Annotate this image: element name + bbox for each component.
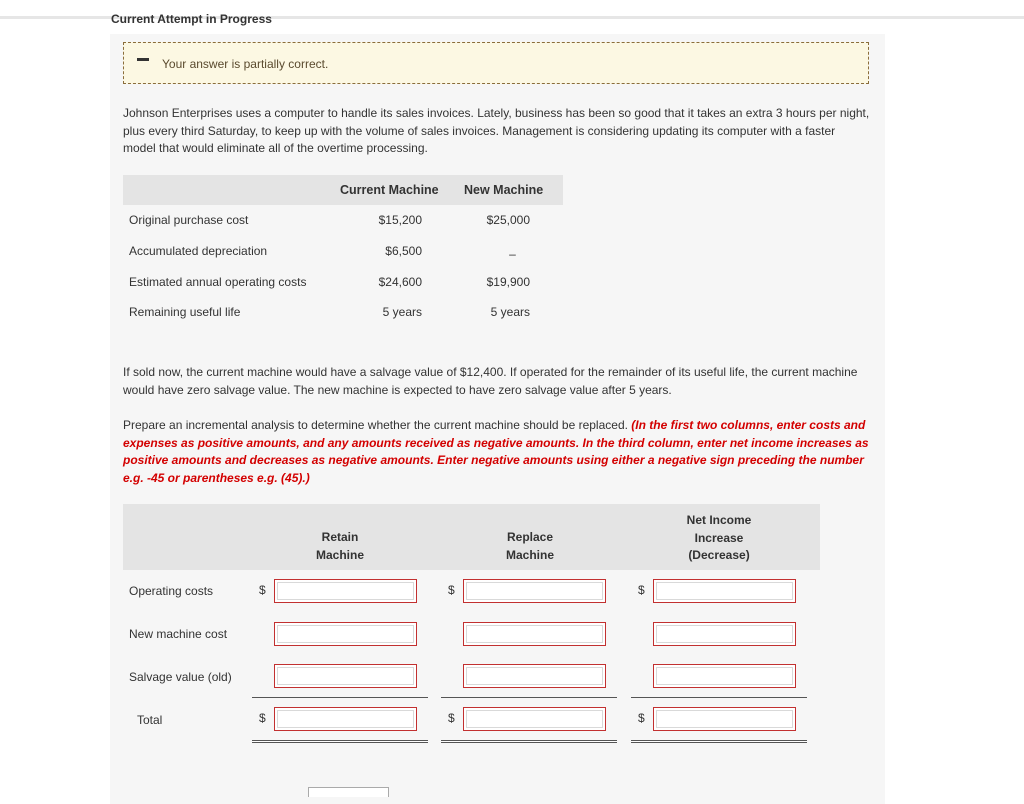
col-net-income	[659, 512, 779, 565]
currency-symbol: $	[448, 711, 455, 725]
row-label-new-machine-cost: New machine cost	[129, 627, 228, 641]
new-useful-life: 5 years	[490, 305, 530, 319]
salvage-value-net-input[interactable]	[653, 664, 796, 688]
row-label-salvage-value: Salvage value (old)	[129, 670, 232, 684]
current-useful-life: 5 years	[382, 305, 422, 319]
entry-instructions: (In the first two columns, enter costs and expenses as positive amounts, and any amounts received as negative amounts. In the third column, enter net income increases as positive amounts and decreases as negative amounts. Enter negative amounts using either a negative sign preceding the number e.g. -45 or parentheses e.g. (45).)	[123, 418, 869, 485]
row-label-total: Total	[137, 713, 163, 727]
col-net-line3: (Decrease)	[688, 548, 750, 562]
operating-costs-retain-input[interactable]	[274, 579, 417, 603]
row-label-accumulated-depreciation: Accumulated depreciation	[129, 244, 268, 258]
subtotal-rule-replace	[441, 697, 617, 698]
col-replace-machine	[470, 529, 590, 564]
col-replace-line2: Machine	[505, 547, 554, 562]
new-purchase-cost: $25,000	[486, 213, 530, 227]
partial-correct-icon	[137, 58, 149, 61]
total-double-rule-net	[631, 740, 807, 743]
new-machine-cost-replace-input[interactable]	[463, 622, 606, 646]
total-net-input[interactable]	[653, 707, 796, 731]
new-machine-cost-retain-input[interactable]	[274, 622, 417, 646]
feedback-banner	[123, 42, 869, 84]
row-label-operating-costs: Estimated annual operating costs	[129, 275, 307, 289]
current-purchase-cost: $15,200	[378, 213, 422, 227]
col-retain-machine	[280, 529, 400, 564]
salvage-paragraph: If sold now, the current machine would have a salvage value of $12,400. If operated for the remainder of its useful life, the current machine would have zero salvage value. The new machine is expected to have zero salvage value after 5 years.	[123, 365, 858, 397]
subtotal-rule-retain	[252, 697, 428, 698]
subtotal-rule-net	[631, 697, 807, 698]
prepare-text: Prepare an incremental analysis to determine whether the current machine should be replaced.	[123, 418, 628, 432]
currency-symbol: $	[259, 583, 266, 597]
salvage-value-replace-input[interactable]	[463, 664, 606, 688]
attempt-title: Current Attempt in Progress	[111, 12, 272, 26]
problem-intro: Johnson Enterprises uses a computer to handle its sales invoices. Lately, business has been so good that it takes an extra 3 hours per night, plus every third Saturday, to keep up with the volume of sales invoices. Management is considering updating its computer with a faster model that would eliminate all of the overtime processing.	[123, 106, 870, 155]
col-net-line1: Net Income	[686, 513, 752, 527]
row-label-operating-costs-analysis: Operating costs	[129, 584, 214, 598]
currency-symbol: $	[638, 711, 645, 725]
operating-costs-replace-input[interactable]	[463, 579, 606, 603]
currency-symbol: $	[448, 583, 455, 597]
total-replace-input[interactable]	[463, 707, 606, 731]
col-new-machine: New Machine	[464, 183, 544, 197]
total-retain-input[interactable]	[274, 707, 417, 731]
col-current-machine: Current Machine	[340, 183, 439, 197]
currency-symbol: $	[638, 583, 645, 597]
col-retain-line1: Retain	[321, 530, 359, 544]
col-net-line2: Increase	[694, 530, 744, 545]
row-label-useful-life: Remaining useful life	[129, 305, 241, 319]
row-label-purchase-cost: Original purchase cost	[129, 213, 249, 227]
col-retain-line2: Machine	[315, 547, 364, 562]
current-accumulated-depreciation: $6,500	[385, 244, 422, 258]
salvage-value-retain-input[interactable]	[274, 664, 417, 688]
submit-button-partial[interactable]	[308, 787, 389, 797]
operating-costs-net-input[interactable]	[653, 579, 796, 603]
new-machine-cost-net-input[interactable]	[653, 622, 796, 646]
col-replace-line1: Replace	[506, 530, 554, 544]
new-accumulated-depreciation: –	[509, 247, 516, 261]
instructions-paragraph	[123, 417, 871, 487]
feedback-message: Your answer is partially correct.	[162, 57, 329, 71]
current-operating-costs: $24,600	[378, 275, 422, 289]
new-operating-costs: $19,900	[486, 275, 530, 289]
currency-symbol: $	[259, 711, 266, 725]
total-double-rule-retain	[252, 740, 428, 743]
total-double-rule-replace	[441, 740, 617, 743]
